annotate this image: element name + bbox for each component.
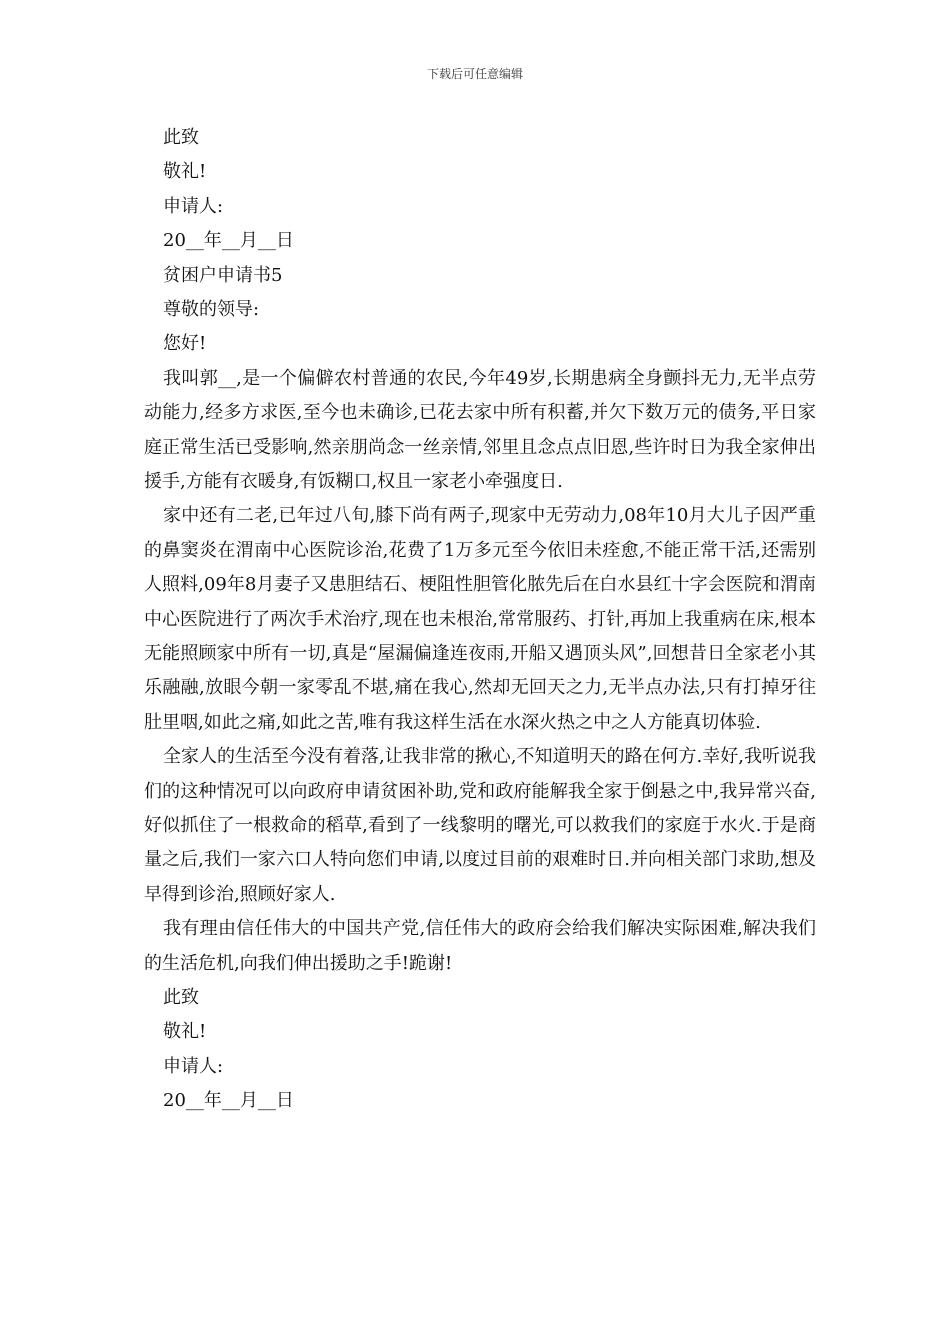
applicant-label: 申请人: bbox=[163, 195, 224, 217]
date-line: 20__年__月__日 bbox=[163, 230, 294, 252]
closing-line-2: 敬礼! bbox=[163, 161, 207, 183]
letter-body bbox=[144, 121, 816, 1119]
greeting: 您好! bbox=[163, 333, 207, 355]
salutation: 尊敬的领导: bbox=[163, 298, 260, 320]
closing-line-2-second: 敬礼! bbox=[163, 1021, 207, 1043]
body-paragraph-3: 全家人的生活至今没有着落,让我非常的揪心,不知道明天的路在何方.幸好,我听说我们的这种情况可以向政府申请贫困补助,党和政府能解我全家于倒悬之中,我异常兴奋,好似抓住了一根救命的稻草,看到了一线黎明的曙光,可以救我们的家庭于水火.于是商量之后,我们一家六口人特向您们申请,以度过目前的艰难时日.并向相关部门求助,想及早得到诊治,照顾好家人. bbox=[144, 746, 816, 905]
applicant-label-second: 申请人: bbox=[163, 1055, 224, 1077]
date-line-second: 20__年__月__日 bbox=[163, 1090, 294, 1112]
page-header-note: 下载后可任意编辑 bbox=[426, 67, 523, 81]
body-paragraph-2: 家中还有二老,已年过八旬,膝下尚有两子,现家中无劳动力,08年10月大儿子因严重的鼻窦炎在渭南中心医院诊治,花费了1万多元至今依旧未痊愈,不能正常干活,还需别人照料,09年8月妻子又患胆结石、梗阻性胆管化脓先后在白水县红十字会医院和渭南中心医院进行了两次手术治疗,现在也未根治,常常服药、打针,再加上我重病在床,根本无能照顾家中所有一切,真是“屋漏偏逢连夜雨,开船又遇顶头风”,回想昔日全家老小其乐融融,放眼今朝一家零乱不堪,痛在我心,然却无回天之力,无半点办法,只有打掉牙往肚里咽,如此之痛,如此之苦,唯有我这样生活在水深火热之中之人方能真切体验. bbox=[144, 505, 816, 733]
closing-line-1-second: 此致 bbox=[163, 987, 199, 1009]
body-paragraph-1: 我叫郭__,是一个偏僻农村普通的农民,今年49岁,长期患病全身颤抖无力,无半点劳动能力,经多方求医,至今也未确诊,已花去家中所有积蓄,并欠下数万元的债务,平日家庭正常生活已受影响,然亲朋尚念一丝亲情,邻里且念点点旧恩,些许时日为我全家伸出援手,方能有衣暖身,有饭糊口,权且一家老小牵强度日. bbox=[144, 367, 816, 492]
body-paragraph-4: 我有理由信任伟大的中国共产党,信任伟大的政府会给我们解决实际困难,解决我们的生活危机,向我们伸出援助之手!跪谢! bbox=[144, 918, 816, 974]
closing-line-1: 此致 bbox=[163, 127, 199, 148]
letter-title: 贫困户申请书5 bbox=[163, 264, 283, 286]
